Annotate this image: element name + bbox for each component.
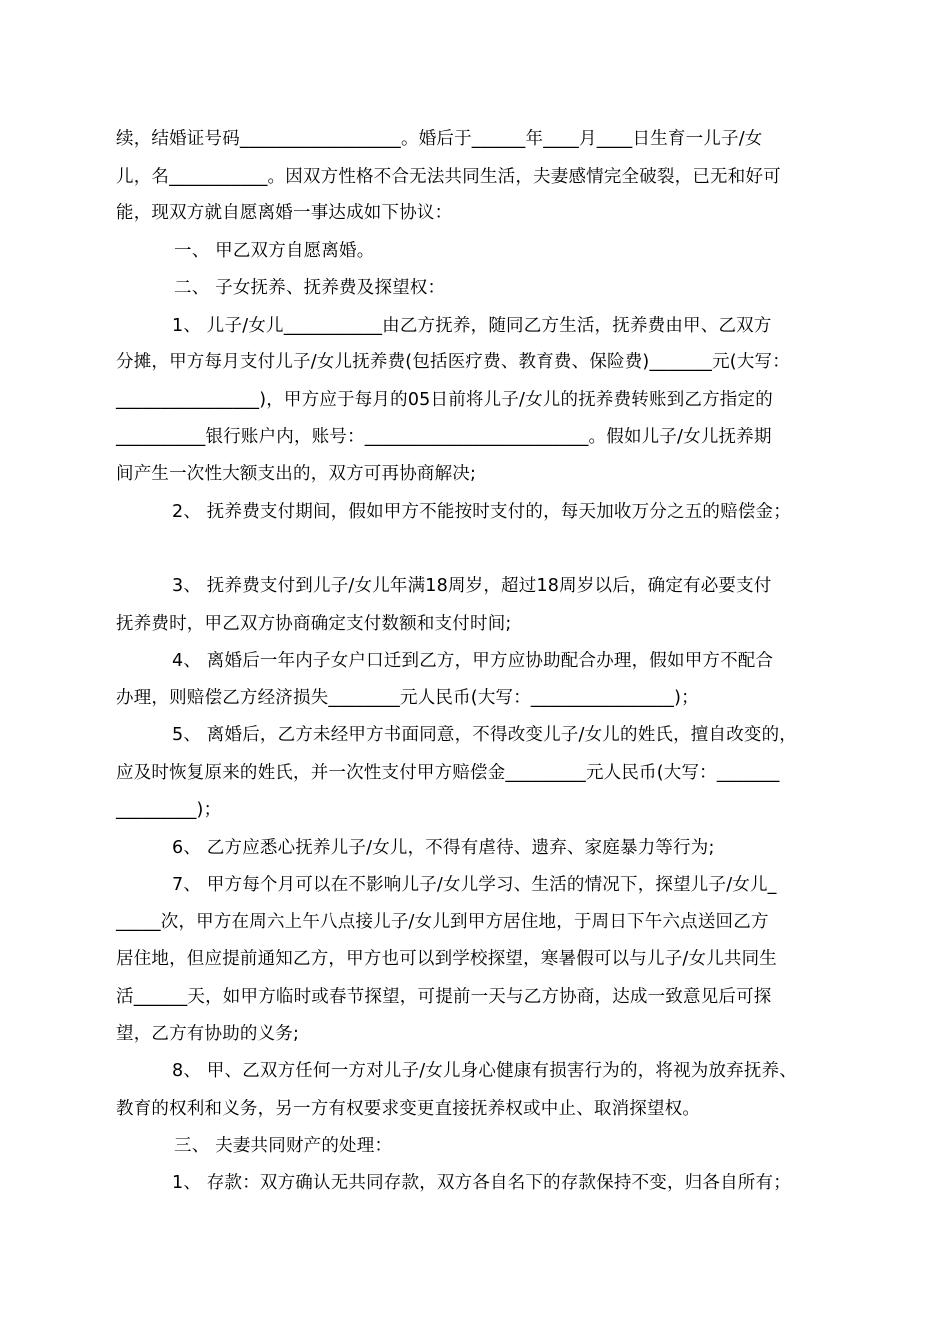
text-line: 续，结婚证号码__________________。婚后于______年____月____日生育一儿子/女 <box>116 129 763 149</box>
text-line: 居住地，但应提前通知乙方，甲方也可以到学校探望，寒暑假可以与儿子/女儿共同生 <box>116 949 777 969</box>
clause-line: 4、 离婚后一年内子女户口迁到乙方，甲方应协助配合办理，假如甲方不配合 <box>172 651 774 671</box>
clause-line: 7、 甲方每个月可以在不影响儿子/女儿学习、生活的情况下，探望儿子/女儿_ <box>172 875 777 895</box>
section-heading: 三、 夫妻共同财产的处理： <box>174 1136 393 1156</box>
text-line: 望，乙方有协助的义务; <box>116 1024 300 1044</box>
clause-line: 3、 抚养费支付到儿子/女儿年满18周岁，超过18周岁以后，确定有必要支付 <box>172 576 772 596</box>
text-line: 应及时恢复原来的姓氏，并一次性支付甲方赔偿金_________元人民币(大写：_______ <box>116 763 780 783</box>
text-line: 能，现双方就自愿离婚一事达成如下协议： <box>116 203 453 223</box>
clause-line: 1、 儿子/女儿___________由乙方抚养，随同乙方生活，抚养费由甲、乙双方 <box>172 316 772 336</box>
text-line: 教育的权利和义务，另一方有权要求变更直接抚养权或中止、取消探望权。 <box>116 1099 701 1119</box>
text-line: 儿，名___________。因双方性格不合无法共同生活，夫妻感情完全破裂，已无和好可 <box>116 167 781 187</box>
text-line: 办理，则赔偿乙方经济损失________元人民币(大写：________________)； <box>116 688 699 708</box>
text-line: 分摊，甲方每月支付儿子/女儿抚养费(包括医疗费、教育费、保险费)_______元(大写： <box>116 352 790 372</box>
section-heading: 一、 甲乙双方自愿离婚。 <box>174 241 375 261</box>
text-line: 间产生一次性大额支出的，双方可再协商解决; <box>116 464 477 484</box>
text-line: ________________)，甲方应于每月的05日前将儿子/女儿的抚养费转账到乙方指定的 <box>116 390 773 410</box>
clause-line: 1、 存款：双方确认无共同存款，双方各自名下的存款保持不变，归各自所有； <box>172 1173 791 1193</box>
clause-line: 5、 离婚后，乙方未经甲方书面同意，不得改变儿子/女儿的姓氏，擅自改变的， <box>172 725 797 745</box>
text-line: 活______天，如甲方临时或春节探望，可提前一天与乙方协商，达成一致意见后可探 <box>116 987 772 1007</box>
clause-line: 8、 甲、乙双方任何一方对儿子/女儿身心健康有损害行为的，将视为放弃抚养、 <box>172 1061 797 1081</box>
section-heading: 二、 子女抚养、抚养费及探望权： <box>174 278 446 298</box>
clause-line: 6、 乙方应悉心抚养儿子/女儿，不得有虐待、遗弃、家庭暴力等行为; <box>172 838 715 858</box>
text-line: _________)； <box>116 800 222 820</box>
text-line: 抚养费时，甲乙双方协商确定支付数额和支付时间; <box>116 614 512 634</box>
clause-line: 2、 抚养费支付期间，假如甲方不能按时支付的，每天加收万分之五的赔偿金； <box>172 502 791 522</box>
text-line: __________银行账户内，账号：_________________________。假如儿子/女儿抚养期 <box>116 427 772 447</box>
text-line: _____次，甲方在周六上午八点接儿子/女儿到甲方居住地，于周日下午六点送回乙方 <box>116 912 769 932</box>
